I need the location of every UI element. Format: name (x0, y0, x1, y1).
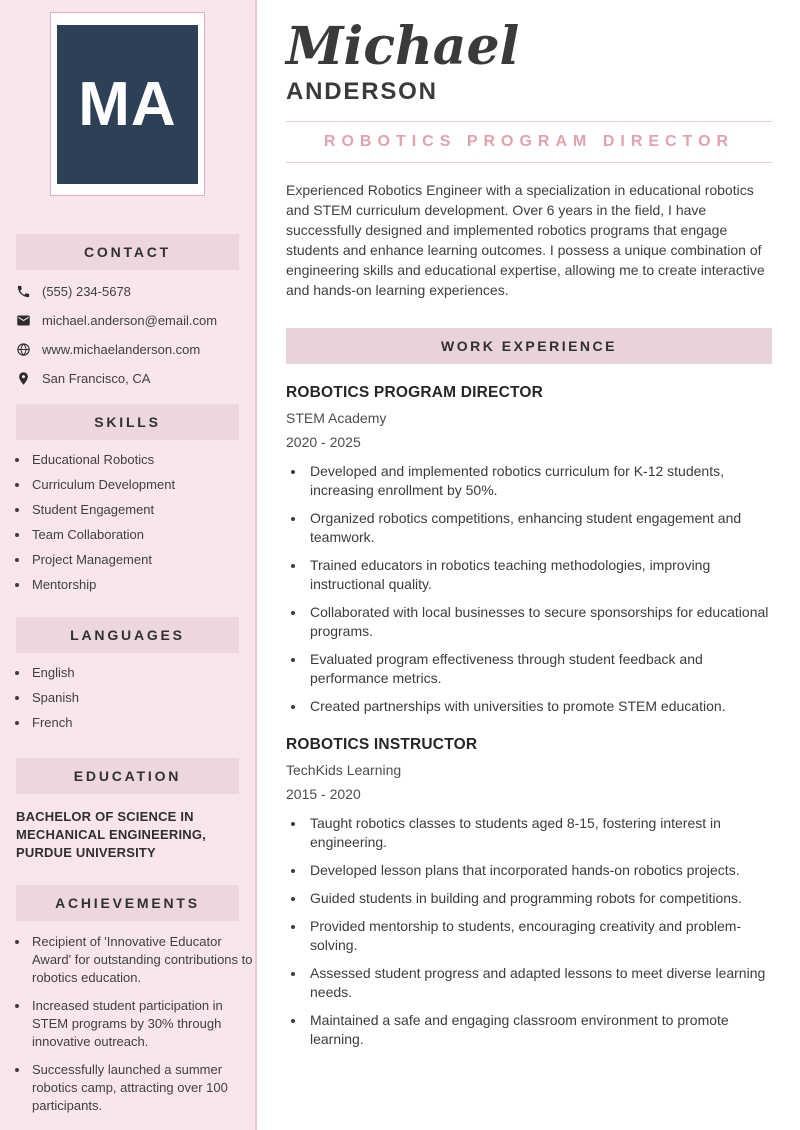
languages-list (0, 665, 255, 731)
job-bullets (286, 814, 772, 1049)
skills-section-heading: SKILLS (16, 404, 239, 440)
job-bullet: • Developed and implemented robotics curriculum for K-12 students, increasing enrollment by 50%. (306, 462, 772, 500)
contact-website-text: www.michaelanderson.com (42, 342, 201, 357)
contact-email-text: michael.anderson@email.com (42, 313, 218, 328)
job-dates: 2020 - 2025 (286, 433, 361, 450)
headline-job-title: ROBOTICS PROGRAM DIRECTOR (323, 132, 735, 150)
job-bullet: • Maintained a safe and engaging classroom environment to promote learning. (306, 1011, 772, 1049)
achievement-item: • Successfully launched a summer robotics camp, attracting over 100 participants. (30, 1061, 255, 1115)
job-bullet: • Organized robotics competitions, enhancing student engagement and teamwork. (306, 509, 772, 547)
job-dates: 2015 - 2020 (286, 785, 361, 802)
education-section-heading: EDUCATION (16, 758, 239, 794)
skill-item: • Student Engagement (30, 502, 255, 518)
job-entry (286, 736, 772, 1049)
skill-item: • Project Management (30, 552, 255, 568)
job-bullet: • Evaluated program effectiveness through student feedback and performance metrics. (306, 650, 772, 688)
job-bullet: • Taught robotics classes to students aged 8-15, fostering interest in engineering. (306, 814, 772, 852)
job-bullet: • Collaborated with local businesses to secure sponsorships for educational programs. (306, 603, 772, 641)
job-entry (286, 384, 772, 716)
skills-list (0, 452, 255, 593)
last-name: ANDERSON (286, 77, 438, 105)
contact-email-row (16, 313, 239, 328)
job-bullet: • Created partnerships with universities to promote STEM education. (306, 697, 772, 716)
achievement-item: • Recipient of 'Innovative Educator Award' for outstanding contributions to robotics education. (30, 933, 255, 987)
contact-location-text: San Francisco, CA (42, 371, 151, 386)
achievements-section-heading: ACHIEVEMENTS (16, 885, 239, 921)
job-title: ROBOTICS PROGRAM DIRECTOR (286, 383, 544, 401)
achievement-item: • Increased student participation in STEM programs by 30% through innovative outreach. (30, 997, 255, 1051)
contact-section-heading: CONTACT (16, 234, 239, 270)
mail-icon (16, 313, 31, 328)
job-bullet: • Assessed student progress and adapted lessons to meet diverse learning needs. (306, 964, 772, 1002)
profile-summary: Experienced Robotics Engineer with a specialization in educational robotics and STEM curriculum development. Over 6 years in the field, I have successfully designed and implemented robotics programs that engage students and enhance learning outcomes. I possess a unique combination of engineering skills and educational expertise, allowing me to create interactive and hands-on learning experiences. (286, 181, 765, 298)
skill-item: • Educational Robotics (30, 452, 255, 468)
phone-icon (16, 284, 31, 299)
sidebar (0, 0, 257, 1130)
pin-icon (16, 371, 31, 386)
job-company: STEM Academy (286, 409, 387, 426)
languages-section-heading: LANGUAGES (16, 617, 239, 653)
skill-item: • Mentorship (30, 577, 255, 593)
jobs-list (286, 384, 772, 1049)
language-item: • French (30, 715, 255, 731)
headline-divider-bottom (286, 162, 772, 163)
monogram-frame (50, 12, 205, 196)
job-bullet: • Developed lesson plans that incorporated hands-on robotics projects. (306, 861, 772, 880)
contact-phone-text: (555) 234-5678 (42, 284, 131, 299)
job-bullets (286, 462, 772, 716)
monogram-initials: MA (57, 25, 198, 184)
contact-location-row (16, 371, 239, 386)
first-name: Michael (286, 16, 520, 77)
skill-item: • Curriculum Development (30, 477, 255, 493)
main-content (257, 0, 800, 1130)
education-degree: BACHELOR OF SCIENCE IN MECHANICAL ENGINEERING, PURDUE UNIVERSITY (16, 809, 206, 860)
achievements-list (0, 933, 255, 1115)
globe-icon (16, 342, 31, 357)
language-item: • Spanish (30, 690, 255, 706)
language-item: • English (30, 665, 255, 681)
work-experience-heading: WORK EXPERIENCE (286, 328, 772, 364)
contact-list (0, 284, 255, 386)
contact-phone-row (16, 284, 239, 299)
job-company: TechKids Learning (286, 761, 402, 778)
job-title: ROBOTICS INSTRUCTOR (286, 735, 478, 753)
skill-item: • Team Collaboration (30, 527, 255, 543)
job-bullet: • Guided students in building and programming robots for competitions. (306, 889, 772, 908)
job-bullet: • Provided mentorship to students, encouraging creativity and problem-solving. (306, 917, 772, 955)
headline-divider-top (286, 121, 772, 122)
job-bullet: • Trained educators in robotics teaching methodologies, improving instructional quality. (306, 556, 772, 594)
contact-website-row (16, 342, 239, 357)
